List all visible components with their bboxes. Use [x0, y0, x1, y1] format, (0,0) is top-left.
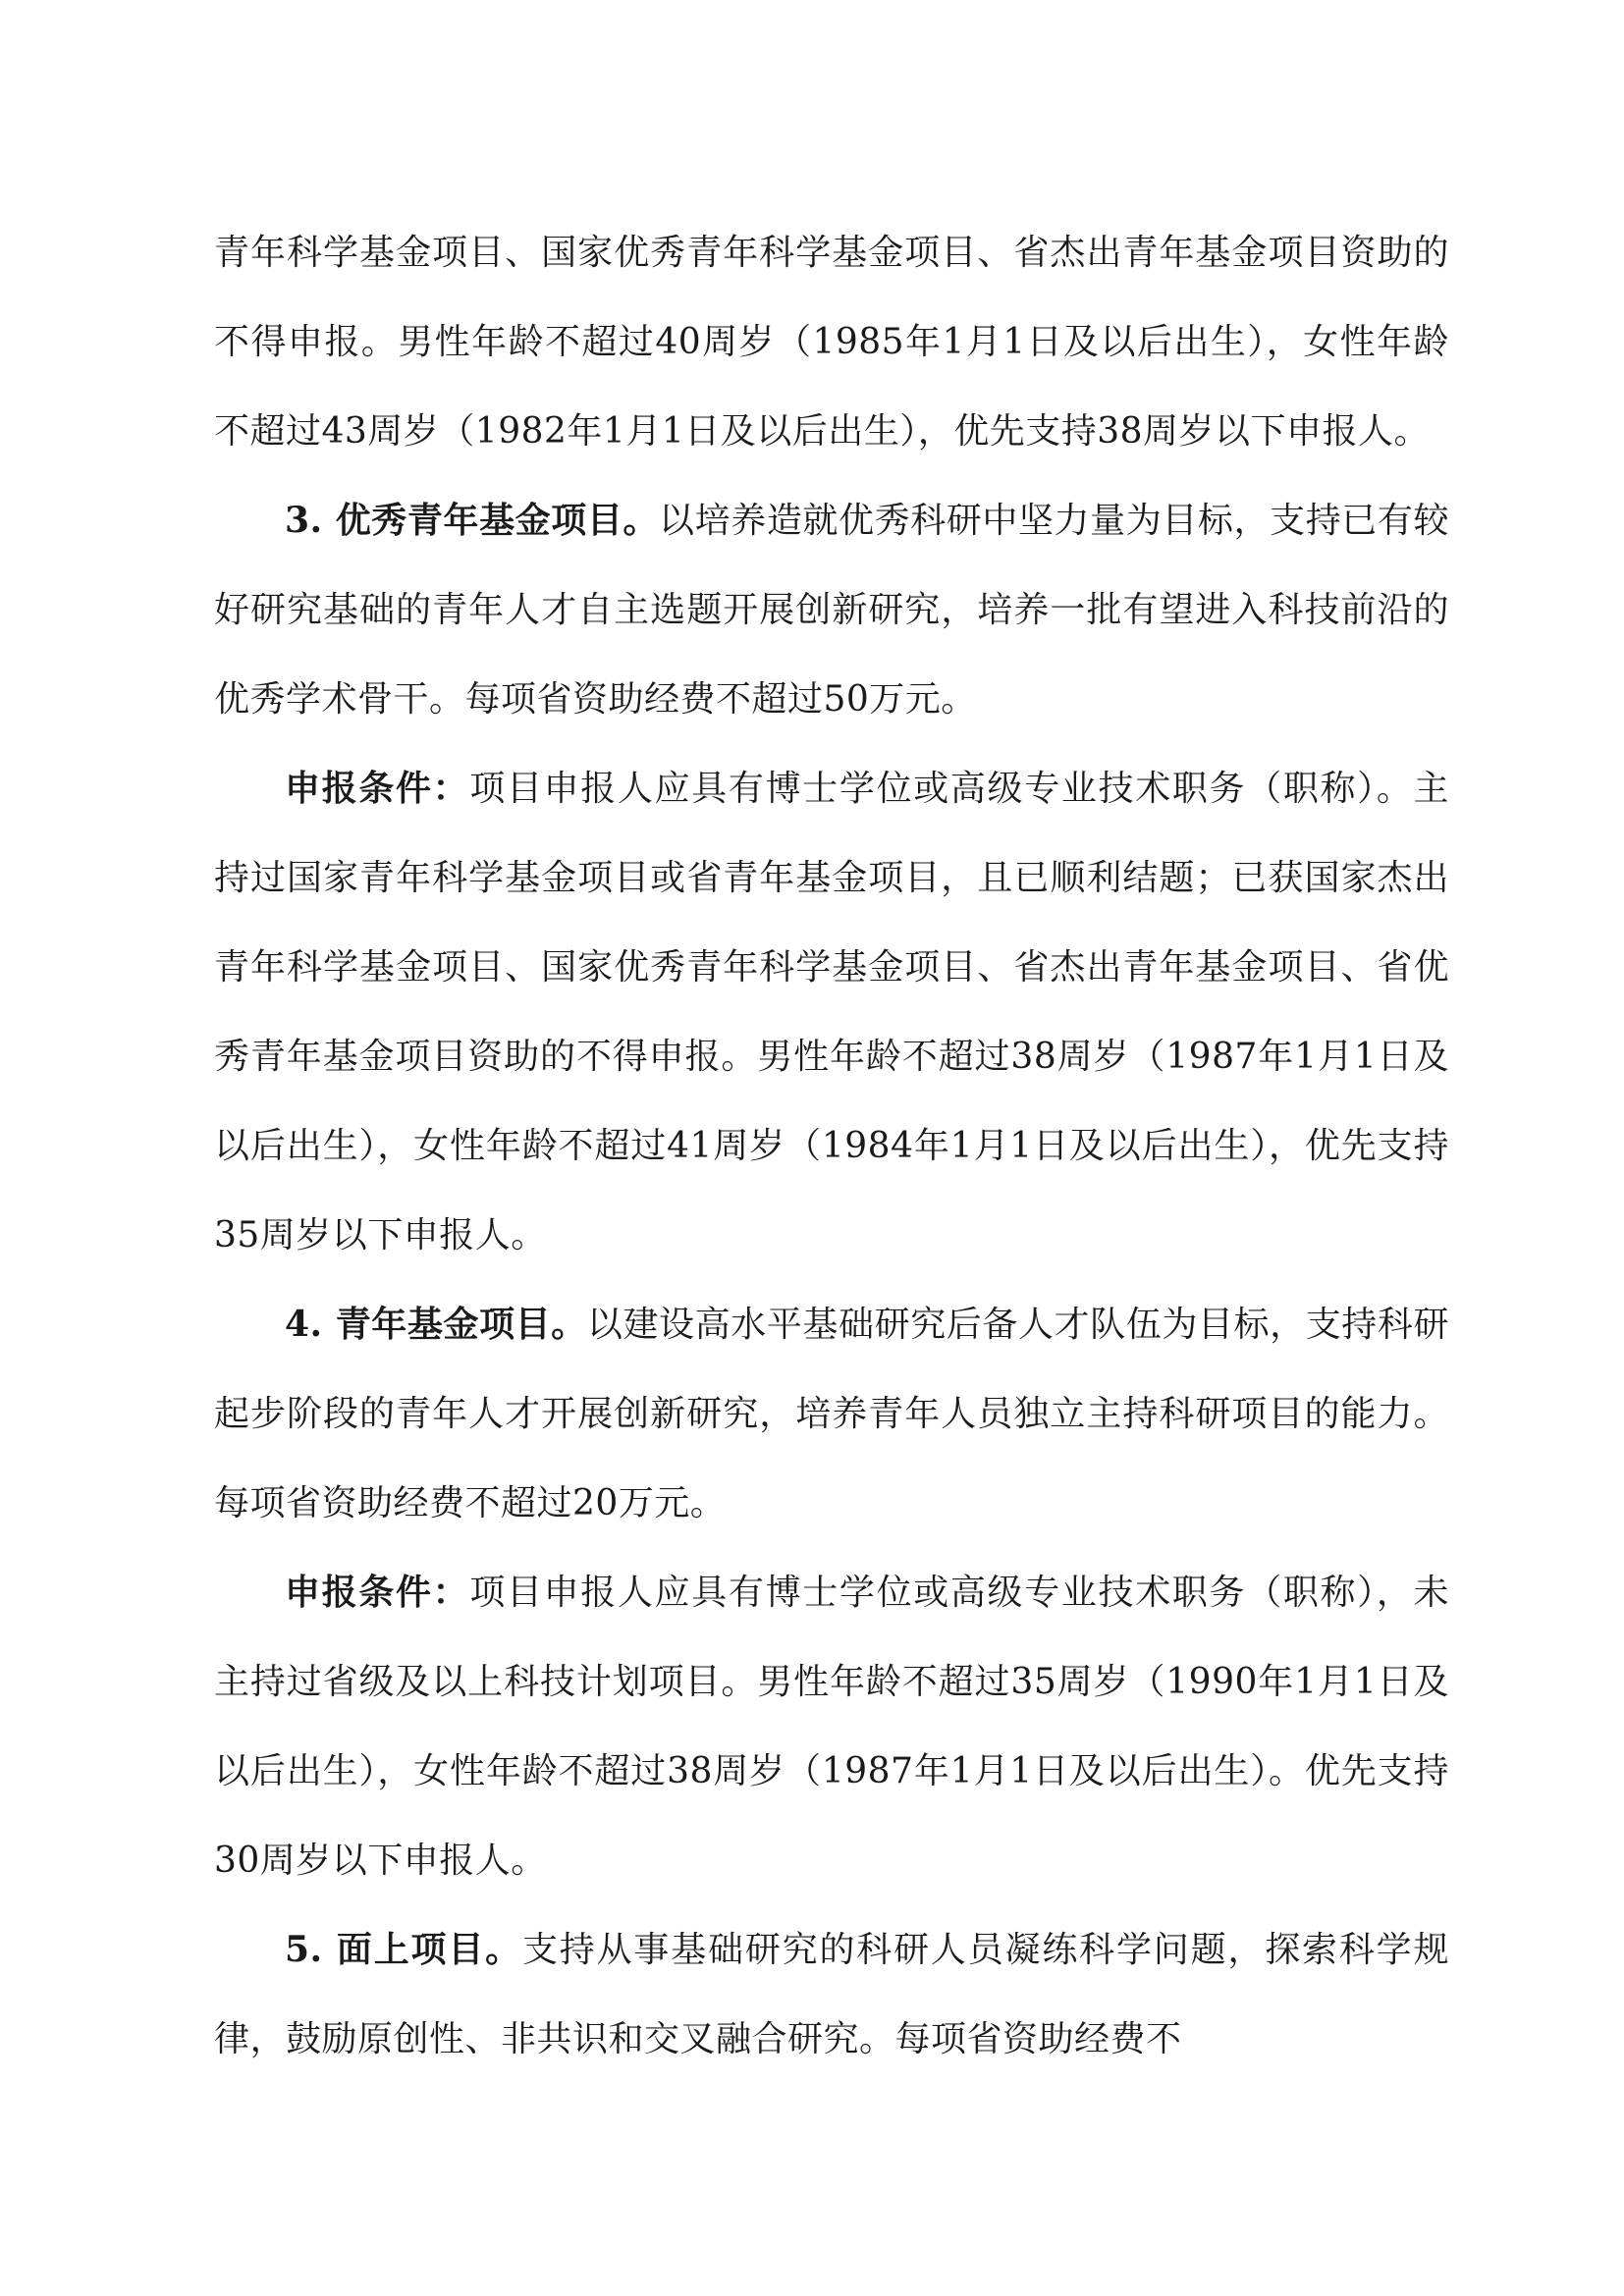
section-heading: 4. 青年基金项目。: [285, 1304, 587, 1345]
section-heading: 5. 面上项目。: [285, 1929, 522, 1970]
paragraph-general-project: [214, 1905, 1449, 2084]
paragraph-youth-conditions: [214, 1548, 1449, 1905]
paragraph-excellent-youth-fund: [214, 476, 1449, 744]
paragraph-excellent-youth-conditions: [214, 744, 1449, 1280]
paragraph-text: 青年科学基金项目、国家优秀青年科学基金项目、省杰出青年基金项目资助的不得申报。男性年龄不超过40周岁（1985年1月1日及以后出生），女性年龄不超过43周岁（1982年1月1日及以后出生），优先支持38周岁以下申报人。: [214, 233, 1449, 452]
paragraph-text: 项目申报人应具有博士学位或高级专业技术职务（职称）。主持过国家青年科学基金项目或省青年基金项目，且已顺利结题；已获国家杰出青年科学基金项目、国家优秀青年科学基金项目、省杰出青年基金项目、省优秀青年基金项目资助的不得申报。男性年龄不超过38周岁（1987年1月1日及以后出生），女性年龄不超过41周岁（1984年1月1日及以后出生），优先支持35周岁以下申报人。: [214, 769, 1449, 1255]
paragraph-text: 支持从事基础研究的科研人员凝练科学问题，探索科学规律，鼓励原创性、非共识和交叉融合研究。每项省资助经费不: [214, 1930, 1449, 2059]
section-heading: 3. 优秀青年基金项目。: [285, 500, 660, 541]
paragraph-text: 项目申报人应具有博士学位或高级专业技术职务（职称），未主持过省级及以上科技计划项目。男性年龄不超过35周岁（1990年1月1日及以后出生），女性年龄不超过38周岁（1987年1月1日及以后出生）。优先支持30周岁以下申报人。: [214, 1573, 1449, 1881]
paragraph-eligibility-continued: [214, 208, 1449, 476]
paragraph-text: 以建设高水平基础研究后备人才队伍为目标，支持科研起步阶段的青年人才开展创新研究，培养青年人员独立主持科研项目的能力。每项省资助经费不超过20万元。: [214, 1305, 1449, 1523]
paragraph-text: 以培养造就优秀科研中坚力量为目标，支持已有较好研究基础的青年人才自主选题开展创新研究，培养一批有望进入科技前沿的优秀学术骨干。每项省资助经费不超过50万元。: [214, 501, 1449, 720]
conditions-label: 申报条件：: [285, 768, 470, 809]
document-body: [214, 208, 1449, 2084]
conditions-label: 申报条件：: [285, 1572, 470, 1613]
paragraph-youth-fund: [214, 1280, 1449, 1548]
